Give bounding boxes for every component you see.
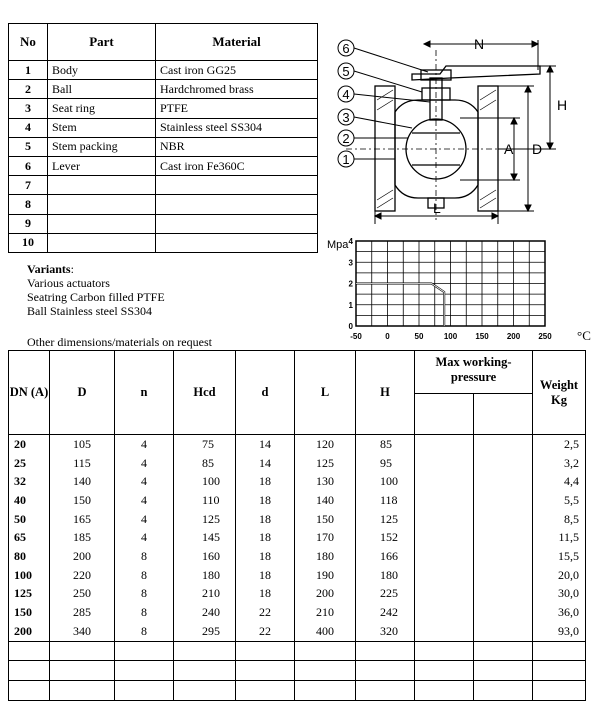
cell-hcd: 145	[174, 528, 236, 547]
cell-d-small: 18	[236, 472, 295, 491]
dimensions-body	[9, 435, 586, 701]
header-h: H	[356, 351, 415, 435]
header-weight: Weight Kg	[533, 351, 586, 435]
cell-d	[50, 661, 115, 681]
cell-d-small	[236, 680, 295, 700]
part-material: Stainless steel SS304	[156, 118, 318, 137]
cell-weight: 4,4	[533, 472, 586, 491]
header-material: Material	[156, 24, 318, 61]
dims-row	[9, 435, 586, 454]
cell-mwp-2	[474, 528, 533, 547]
part-number: 10	[9, 233, 48, 252]
cell-weight: 11,5	[533, 528, 586, 547]
cell-l: 125	[295, 454, 356, 473]
dim-l-label: L	[433, 200, 441, 216]
cell-mwp-2	[474, 622, 533, 641]
cell-n: 8	[115, 566, 174, 585]
dim-a-label: A	[504, 141, 514, 157]
header-d: D	[50, 351, 115, 435]
cell-d: 150	[50, 491, 115, 510]
variants-title: Variants	[27, 262, 71, 276]
dims-row	[9, 472, 586, 491]
cell-hcd	[174, 680, 236, 700]
cell-h	[356, 680, 415, 700]
cell-h: 242	[356, 603, 415, 622]
parts-row	[9, 99, 318, 118]
y-tick-label: 4	[348, 237, 353, 246]
cell-l	[295, 680, 356, 700]
cell-h: 166	[356, 547, 415, 566]
cell-dn: 50	[9, 510, 50, 529]
x-tick-label: 0	[385, 332, 390, 341]
part-material: Cast iron GG25	[156, 61, 318, 80]
parts-row	[9, 176, 318, 195]
cell-d	[50, 641, 115, 661]
cell-mwp-1	[415, 491, 474, 510]
cell-weight: 36,0	[533, 603, 586, 622]
x-tick-label: 150	[475, 332, 489, 341]
cell-mwp-1	[415, 528, 474, 547]
cell-hcd: 75	[174, 435, 236, 454]
cell-mwp-1	[415, 585, 474, 604]
cell-d-small: 18	[236, 566, 295, 585]
dims-row	[9, 566, 586, 585]
cell-d-small: 14	[236, 435, 295, 454]
dims-row	[9, 547, 586, 566]
dims-row	[9, 528, 586, 547]
cell-weight: 15,5	[533, 547, 586, 566]
dims-row	[9, 661, 586, 681]
cell-d: 165	[50, 510, 115, 529]
part-number: 9	[9, 214, 48, 233]
y-tick-label: 3	[348, 258, 353, 268]
cell-dn: 40	[9, 491, 50, 510]
valve-drawing	[328, 30, 600, 235]
parts-body	[9, 61, 318, 253]
chart-xlabel: °C	[577, 328, 591, 343]
cell-mwp-2	[474, 472, 533, 491]
cell-n: 4	[115, 528, 174, 547]
header-no: No	[9, 24, 48, 61]
cell-mwp-2	[474, 491, 533, 510]
header-mwp-sub-1	[415, 394, 474, 435]
cell-n	[115, 680, 174, 700]
parts-row	[9, 214, 318, 233]
cell-mwp-2	[474, 641, 533, 661]
variant-item: Various actuators	[27, 276, 110, 290]
cell-mwp-1	[415, 622, 474, 641]
dims-row	[9, 491, 586, 510]
svg-text:4: 4	[342, 87, 350, 102]
y-tick-label: 1	[348, 300, 353, 310]
cell-l: 210	[295, 603, 356, 622]
cell-weight: 20,0	[533, 566, 586, 585]
cell-l	[295, 661, 356, 681]
cell-l: 200	[295, 585, 356, 604]
cell-n: 8	[115, 622, 174, 641]
callout-2	[338, 130, 408, 146]
valve-stem	[430, 78, 442, 120]
cell-weight: 3,2	[533, 454, 586, 473]
parts-row	[9, 137, 318, 156]
svg-text:1: 1	[342, 152, 350, 167]
part-material: PTFE	[156, 99, 318, 118]
dim-d-label: D	[532, 141, 543, 157]
svg-text:2: 2	[342, 131, 350, 146]
cell-mwp-1	[415, 472, 474, 491]
cell-h	[356, 641, 415, 661]
dims-row	[9, 510, 586, 529]
header-mwp-sub-2	[474, 394, 533, 435]
cell-hcd: 295	[174, 622, 236, 641]
x-tick-label: 250	[538, 332, 552, 341]
header-part: Part	[48, 24, 156, 61]
part-material	[156, 195, 318, 214]
dims-row	[9, 585, 586, 604]
cell-n: 8	[115, 603, 174, 622]
cell-l: 130	[295, 472, 356, 491]
cell-hcd: 100	[174, 472, 236, 491]
pressure-temperature-chart	[325, 234, 600, 346]
header-n: n	[115, 351, 174, 435]
cell-d-small: 18	[236, 510, 295, 529]
part-name: Stem	[48, 118, 156, 137]
cell-n: 4	[115, 510, 174, 529]
cell-dn: 80	[9, 547, 50, 566]
cell-weight	[533, 661, 586, 681]
part-number: 7	[9, 176, 48, 195]
cell-mwp-2	[474, 661, 533, 681]
cell-hcd: 85	[174, 454, 236, 473]
dimensions-table	[8, 350, 586, 701]
cell-dn: 125	[9, 585, 50, 604]
cell-dn	[9, 641, 50, 661]
cell-weight: 8,5	[533, 510, 586, 529]
cell-l	[295, 641, 356, 661]
svg-text:5: 5	[342, 64, 350, 79]
cell-d: 105	[50, 435, 115, 454]
variant-item: Seatring Carbon filled PTFE	[27, 290, 165, 304]
cell-hcd: 240	[174, 603, 236, 622]
cell-hcd: 180	[174, 566, 236, 585]
cell-d-small: 22	[236, 603, 295, 622]
part-number: 1	[9, 61, 48, 80]
cell-weight: 30,0	[533, 585, 586, 604]
part-name: Stem packing	[48, 137, 156, 156]
cell-h: 125	[356, 510, 415, 529]
cell-h: 100	[356, 472, 415, 491]
cell-mwp-2	[474, 603, 533, 622]
parts-table	[8, 23, 318, 253]
part-material	[156, 214, 318, 233]
cell-hcd: 125	[174, 510, 236, 529]
part-material: Cast iron Fe360C	[156, 156, 318, 175]
cell-n: 8	[115, 547, 174, 566]
cell-d: 115	[50, 454, 115, 473]
cell-d: 185	[50, 528, 115, 547]
cell-n: 4	[115, 435, 174, 454]
header-max-working-pressure: Max working-pressure	[415, 351, 533, 394]
dim-h-label: H	[557, 97, 568, 113]
cell-dn: 150	[9, 603, 50, 622]
cell-d-small	[236, 641, 295, 661]
cell-n: 4	[115, 454, 174, 473]
cell-mwp-2	[474, 435, 533, 454]
variant-item: Ball Stainless steel SS304	[27, 304, 153, 318]
parts-header-row	[9, 24, 318, 61]
cell-l: 140	[295, 491, 356, 510]
x-tick-label: 50	[414, 332, 424, 341]
y-tick-label: 0	[348, 322, 353, 331]
cell-n: 4	[115, 491, 174, 510]
part-name	[48, 195, 156, 214]
cell-d: 250	[50, 585, 115, 604]
cell-mwp-2	[474, 585, 533, 604]
dims-row	[9, 454, 586, 473]
part-material	[156, 233, 318, 252]
cell-mwp-1	[415, 510, 474, 529]
svg-text:6: 6	[342, 41, 350, 56]
cell-d-small: 18	[236, 547, 295, 566]
cell-l: 400	[295, 622, 356, 641]
cell-weight	[533, 680, 586, 700]
part-name	[48, 176, 156, 195]
cell-hcd	[174, 641, 236, 661]
cell-dn: 32	[9, 472, 50, 491]
cell-dn: 25	[9, 454, 50, 473]
cell-d	[50, 680, 115, 700]
part-number: 4	[9, 118, 48, 137]
header-dn: DN (A)	[9, 351, 50, 435]
cell-mwp-1	[415, 661, 474, 681]
cell-dn: 100	[9, 566, 50, 585]
part-number: 5	[9, 137, 48, 156]
part-material: Hardchromed brass	[156, 80, 318, 99]
cell-d: 285	[50, 603, 115, 622]
cell-mwp-1	[415, 454, 474, 473]
cell-hcd: 110	[174, 491, 236, 510]
dims-row	[9, 680, 586, 700]
cell-d-small: 18	[236, 491, 295, 510]
cell-h: 180	[356, 566, 415, 585]
cell-mwp-2	[474, 547, 533, 566]
cell-mwp-1	[415, 680, 474, 700]
cell-n: 4	[115, 472, 174, 491]
cell-mwp-1	[415, 641, 474, 661]
cell-hcd	[174, 661, 236, 681]
cell-mwp-1	[415, 435, 474, 454]
cell-weight: 5,5	[533, 491, 586, 510]
x-tick-label: 200	[506, 332, 521, 341]
cell-mwp-1	[415, 566, 474, 585]
cell-d-small: 14	[236, 454, 295, 473]
svg-text:3: 3	[342, 110, 350, 125]
cell-mwp-2	[474, 510, 533, 529]
cell-d-small	[236, 661, 295, 681]
cell-dn: 20	[9, 435, 50, 454]
part-number: 8	[9, 195, 48, 214]
part-material	[156, 176, 318, 195]
part-name: Seat ring	[48, 99, 156, 118]
header-hcd: Hcd	[174, 351, 236, 435]
cell-n	[115, 661, 174, 681]
cell-dn: 65	[9, 528, 50, 547]
cell-d: 140	[50, 472, 115, 491]
header-l: L	[295, 351, 356, 435]
cell-l: 180	[295, 547, 356, 566]
dim-n-label: N	[474, 36, 485, 52]
cell-d: 220	[50, 566, 115, 585]
part-name: Lever	[48, 156, 156, 175]
part-number: 6	[9, 156, 48, 175]
chart-ylabel: Mpa	[327, 239, 349, 251]
y-tick-label: 2	[348, 279, 353, 289]
cell-h: 320	[356, 622, 415, 641]
cell-weight	[533, 641, 586, 661]
other-dimensions-note: Other dimensions/materials on request	[27, 335, 212, 349]
part-name: Ball	[48, 80, 156, 99]
header-d-small: d	[236, 351, 295, 435]
parts-row	[9, 80, 318, 99]
cell-weight: 93,0	[533, 622, 586, 641]
cell-h: 85	[356, 435, 415, 454]
parts-row	[9, 233, 318, 252]
part-name	[48, 233, 156, 252]
cell-mwp-2	[474, 566, 533, 585]
cell-n	[115, 641, 174, 661]
cell-d: 200	[50, 547, 115, 566]
cell-d-small: 18	[236, 585, 295, 604]
cell-l: 170	[295, 528, 356, 547]
cell-hcd: 210	[174, 585, 236, 604]
dims-row	[9, 622, 586, 641]
x-tick-label: -50	[350, 332, 362, 341]
cell-l: 150	[295, 510, 356, 529]
cell-n: 8	[115, 585, 174, 604]
part-number: 2	[9, 80, 48, 99]
part-material: NBR	[156, 137, 318, 156]
callout-1	[338, 151, 395, 167]
cell-mwp-1	[415, 547, 474, 566]
part-name: Body	[48, 61, 156, 80]
parts-row	[9, 61, 318, 80]
x-tick-label: 100	[443, 332, 458, 341]
cell-d: 340	[50, 622, 115, 641]
cell-mwp-1	[415, 603, 474, 622]
dims-row	[9, 641, 586, 661]
dims-row	[9, 603, 586, 622]
part-number: 3	[9, 99, 48, 118]
part-name	[48, 214, 156, 233]
variants-block: Variants: Various actuators Seatring Carbon filled PTFE Ball Stainless steel SS304	[27, 262, 165, 318]
cell-h: 118	[356, 491, 415, 510]
cell-h: 225	[356, 585, 415, 604]
cell-mwp-2	[474, 454, 533, 473]
cell-mwp-2	[474, 680, 533, 700]
cell-weight: 2,5	[533, 435, 586, 454]
cell-d-small: 18	[236, 528, 295, 547]
cell-d-small: 22	[236, 622, 295, 641]
parts-row	[9, 118, 318, 137]
parts-row	[9, 195, 318, 214]
cell-h	[356, 661, 415, 681]
parts-row	[9, 156, 318, 175]
cell-h: 152	[356, 528, 415, 547]
cell-h: 95	[356, 454, 415, 473]
cell-l: 190	[295, 566, 356, 585]
cell-hcd: 160	[174, 547, 236, 566]
cell-dn	[9, 661, 50, 681]
cell-dn: 200	[9, 622, 50, 641]
cell-dn	[9, 680, 50, 700]
cell-l: 120	[295, 435, 356, 454]
